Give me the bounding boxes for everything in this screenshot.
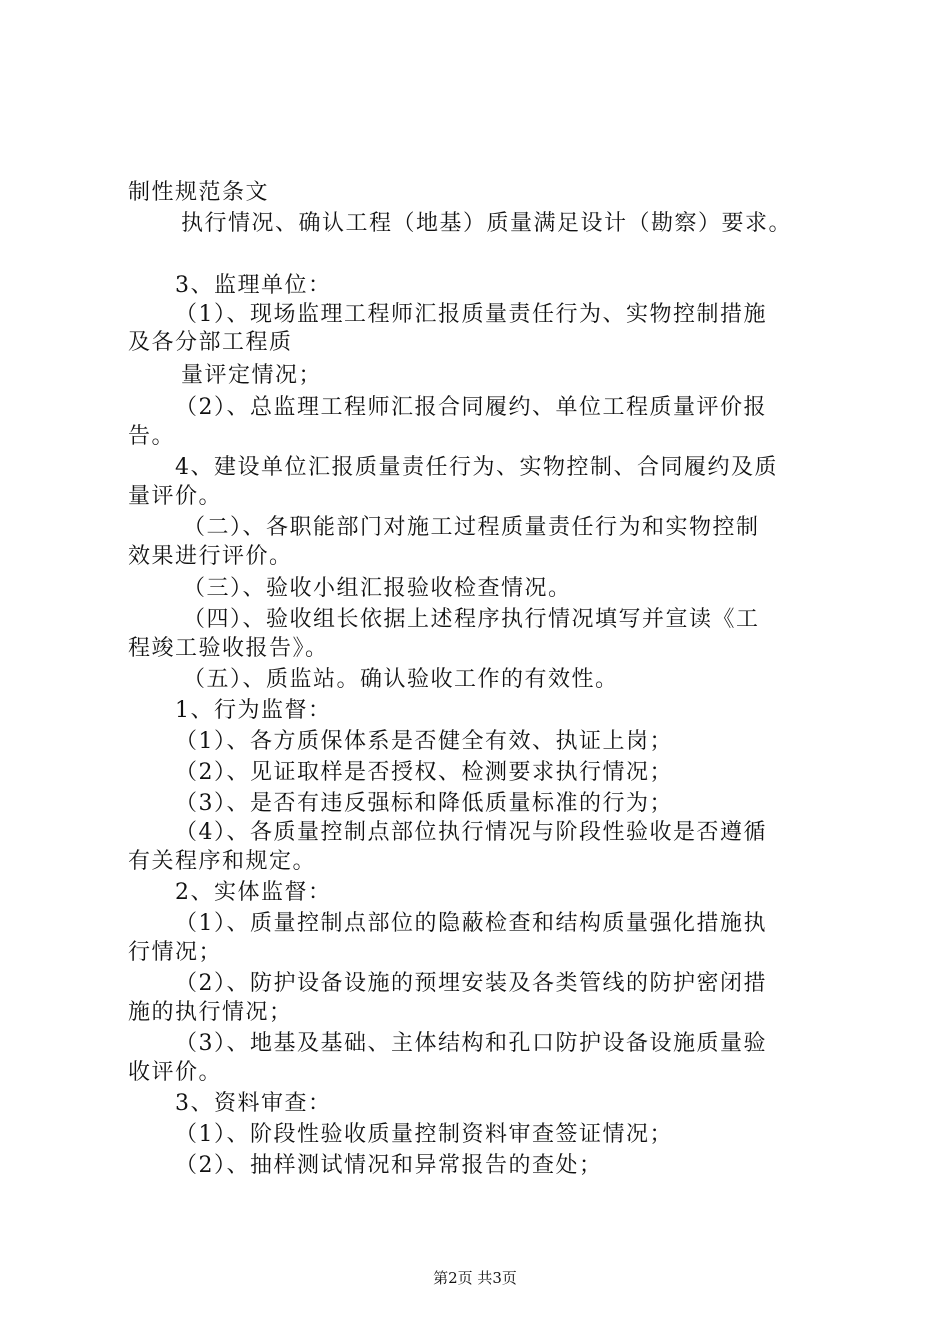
text-line: （1）、质量控制点部位的隐蔽检查和结构质量强化措施执 — [175, 911, 767, 936]
page-footer: 第2页 共3页 — [433, 1269, 517, 1287]
text-line: （2）、防护设备设施的预埋安装及各类管线的防护密闭措 — [175, 971, 767, 996]
text-line: （1）、各方质保体系是否健全有效、执证上岗； — [175, 729, 673, 754]
text-line: （五）、质监站。确认验收工作的有效性。 — [183, 667, 619, 692]
text-line: （1）、现场监理工程师汇报质量责任行为、实物控制措施 — [175, 302, 767, 327]
text-line: 收评价。 — [128, 1060, 223, 1085]
text-line: 有关程序和规定。 — [128, 849, 317, 874]
text-line: 程竣工验收报告》。 — [128, 636, 329, 661]
text-line: 3、监理单位： — [175, 273, 332, 298]
text-line: 执行情况、确认工程（地基）质量满足设计（勘察）要求。 — [181, 211, 793, 236]
text-line: 行情况； — [128, 940, 223, 965]
text-line: 及各分部工程质 — [128, 330, 293, 355]
text-line: 4、建设单位汇报质量责任行为、实物控制、合同履约及质 — [175, 455, 778, 480]
text-line: 制性规范条文 — [128, 180, 270, 205]
text-line: 告。 — [128, 424, 176, 449]
text-line: 量评定情况； — [181, 363, 323, 388]
text-line: （3）、地基及基础、主体结构和孔口防护设备设施质量验 — [175, 1031, 767, 1056]
text-line: （三）、验收小组汇报验收检查情况。 — [183, 576, 572, 601]
text-line: （2）、总监理工程师汇报合同履约、单位工程质量评价报 — [175, 395, 767, 420]
text-line: （二）、各职能部门对施工过程质量责任行为和实物控制 — [183, 515, 760, 540]
text-line: 量评价。 — [128, 484, 223, 509]
text-line: （4）、各质量控制点部位执行情况与阶段性验收是否遵循 — [175, 820, 767, 845]
text-line: 效果进行评价。 — [128, 544, 293, 569]
text-line: 2、实体监督： — [175, 880, 332, 905]
text-line: （3）、是否有违反强标和降低质量标准的行为； — [175, 791, 673, 816]
text-line: （2）、抽样测试情况和异常报告的查处； — [175, 1153, 603, 1178]
text-line: 1、行为监督： — [175, 698, 332, 723]
text-line: （1）、阶段性验收质量控制资料审查签证情况； — [175, 1122, 673, 1147]
text-line: 施的执行情况； — [128, 1000, 293, 1025]
text-line: （四）、验收组长依据上述程序执行情况填写并宣读《工 — [183, 607, 760, 632]
text-line: （2）、见证取样是否授权、检测要求执行情况； — [175, 760, 673, 785]
text-line: 3、资料审查： — [175, 1091, 332, 1116]
